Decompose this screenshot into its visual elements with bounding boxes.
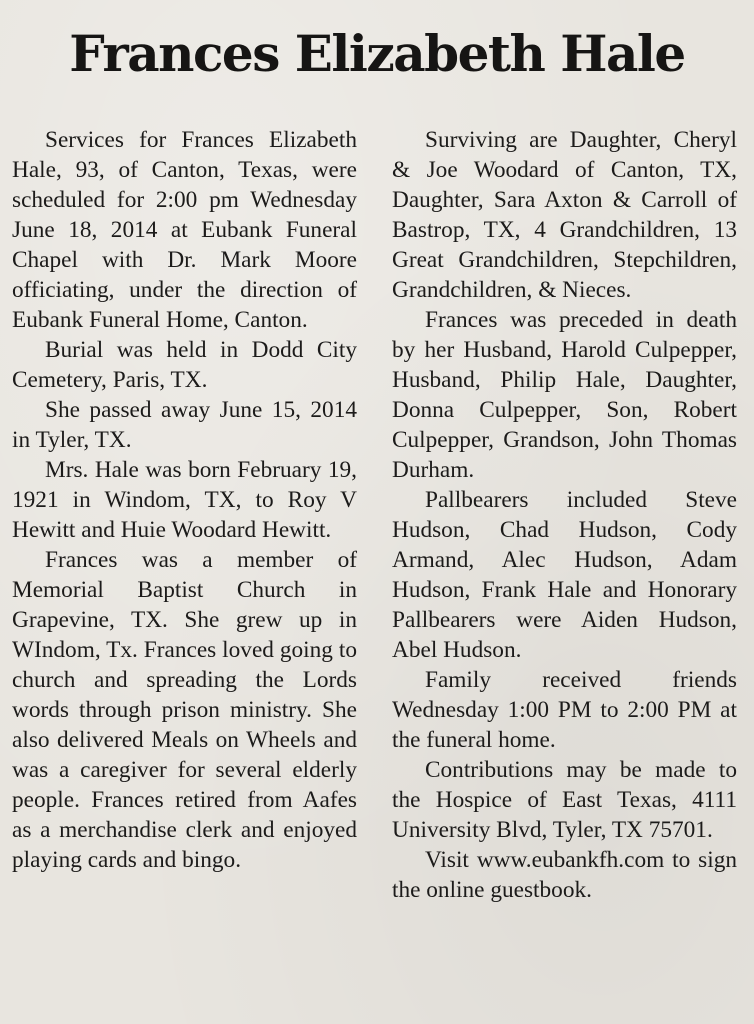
paragraph-birth: Mrs. Hale was born February 19, 1921 in Windom, TX, to Roy V Hewitt and Huie Woodard Hewitt.: [12, 457, 357, 543]
paragraph-services: Services for Frances Elizabeth Hale, 93, of Canton, Texas, were scheduled for 2:00 pm Wednesday June 18, 2014 at Eubank Funeral Chapel with Dr. Mark Moore officiating, under the direction of Eubank Funeral Home, Canton.: [12, 127, 357, 333]
paragraph-pallbearers: Pallbearers included Steve Hudson, Chad Hudson, Cody Armand, Alec Hudson, Adam Hudson, Frank Hale and Honorary Pallbearers were Aiden Hudson, Abel Hudson.: [392, 487, 737, 663]
left-column: [12, 125, 357, 875]
paragraph-preceded: Frances was preceded in death by her Husband, Harold Culpepper, Husband, Philip Hale, Daughter, Donna Culpepper, Son, Robert Culpepper, Grandson, John Thomas Durham.: [392, 307, 737, 483]
obituary-title: Frances Elizabeth Hale: [69, 24, 685, 83]
paragraph-contributions: Contributions may be made to the Hospice of East Texas, 4111 University Blvd, Tyler, TX 75701.: [392, 757, 737, 843]
paragraph-visitation: Family received friends Wednesday 1:00 PM to 2:00 PM at the funeral home.: [392, 667, 737, 753]
paragraph-burial: Burial was held in Dodd City Cemetery, Paris, TX.: [12, 337, 357, 393]
paragraph-passed-away: She passed away June 15, 2014 in Tyler, TX.: [12, 397, 357, 453]
paragraph-survivors: Surviving are Daughter, Cheryl & Joe Woodard of Canton, TX, Daughter, Sara Axton & Carroll of Bastrop, TX, 4 Grandchildren, 13 Great Grandchildren, Stepchildren, Grandchildren, & Nieces.: [392, 127, 737, 303]
paragraph-guestbook: Visit www.eubankfh.com to sign the online guestbook.: [392, 847, 737, 903]
right-column: [392, 125, 737, 905]
paragraph-biography: Frances was a member of Memorial Baptist Church in Grapevine, TX. She grew up in WIndom, Tx. Frances loved going to church and spreading the Lords words through prison ministry. She also delivered Meals on Wheels and was a caregiver for several elderly people. Frances retired from Aafes as a merchandise clerk and enjoyed playing cards and bingo.: [12, 547, 357, 873]
